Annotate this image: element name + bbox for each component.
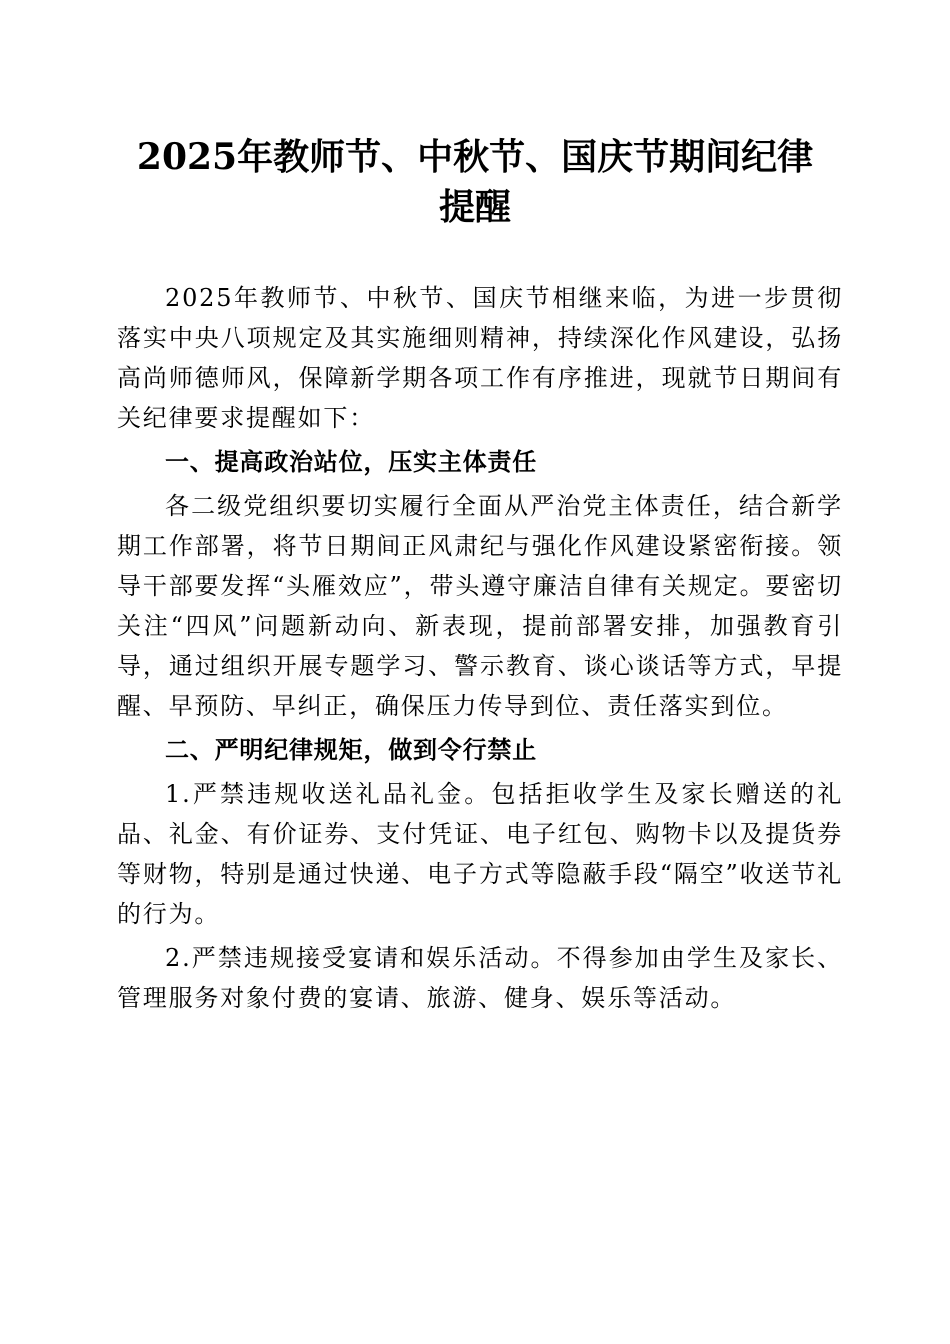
section2-heading: 二、严明纪律规矩，做到令行禁止 — [165, 736, 537, 764]
document-title: 2025年教师节、中秋节、国庆节期间纪律提醒 — [136, 136, 814, 228]
section2-item2: 2.严禁违规接受宴请和娱乐活动。不得参加由学生及家长、管理服务对象付费的宴请、旅游、健身、娱乐等活动。 — [117, 944, 843, 1012]
section2-item1: 1.严禁违规收送礼品礼金。包括拒收学生及家长赠送的礼品、礼金、有价证券、支付凭证、电子红包、购物卡以及提货券等财物，特别是通过快递、电子方式等隐蔽手段“隔空”收送节礼的行为。 — [117, 780, 843, 928]
document-body — [117, 278, 843, 1018]
section1-heading: 一、提高政治站位，压实主体责任 — [165, 448, 537, 476]
intro-paragraph: 2025年教师节、中秋节、国庆节相继来临，为进一步贯彻落实中央八项规定及其实施细则精神，持续深化作风建设，弘扬高尚师德师风，保障新学期各项工作有序推进，现就节日期间有关纪律要求提醒如下： — [117, 284, 843, 432]
section1-body: 各二级党组织要切实履行全面从严治党主体责任，结合新学期工作部署，将节日期间正风肃纪与强化作风建设紧密衔接。领导干部要发挥“头雁效应”，带头遵守廉洁自律有关规定。要密切关注“四风”问题新动向、新表现，提前部署安排，加强教育引导，通过组织开展专题学习、警示教育、谈心谈话等方式，早提醒、早预防、早纠正，确保压力传导到位、责任落实到位。 — [117, 492, 843, 720]
